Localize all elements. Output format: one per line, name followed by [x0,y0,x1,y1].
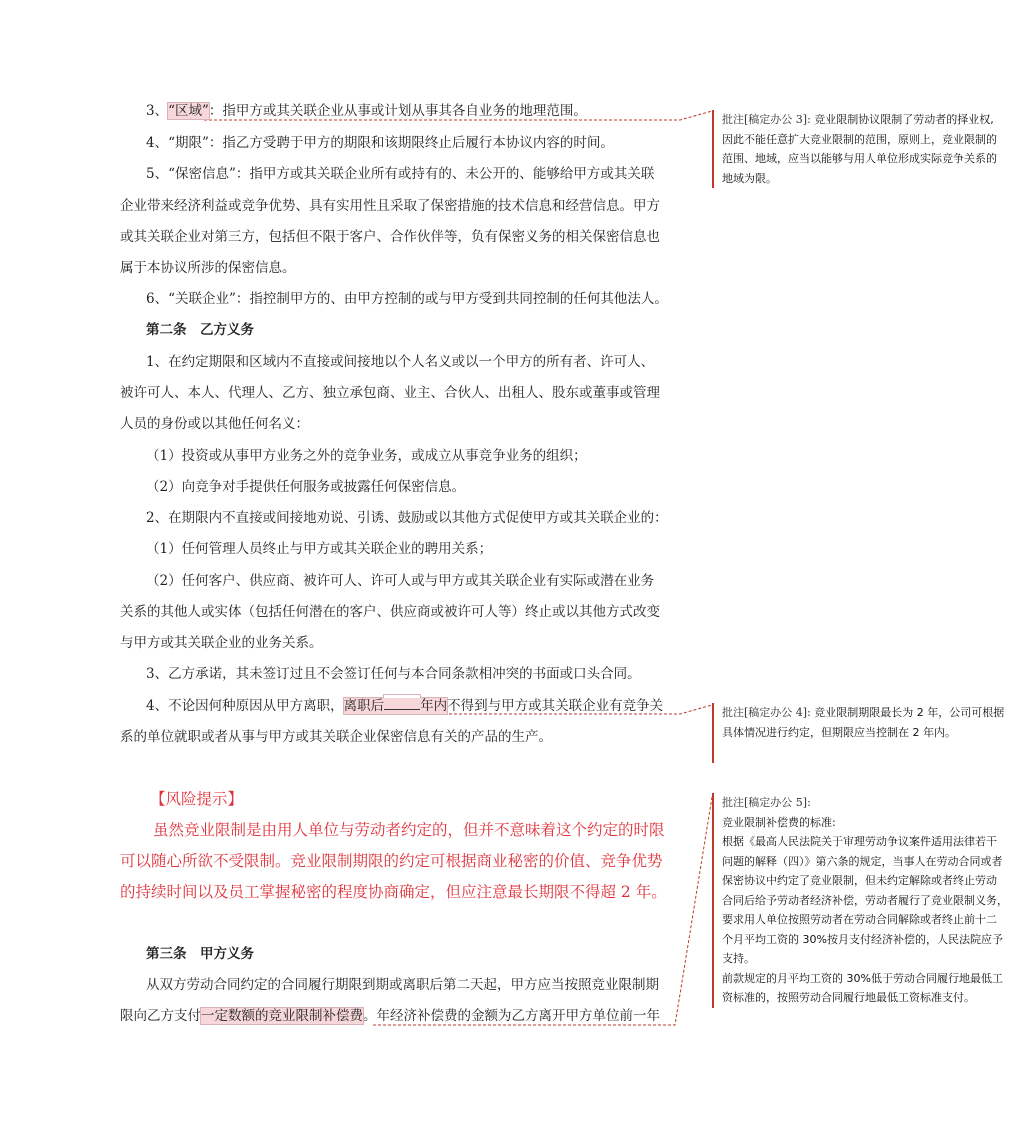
clause-4-line1 [146,695,663,716]
clause-2-sub2-line2: 关系的其他人或实体（包括任何潜在的客户、供应商或被许可人等）终止或以其他方式改变 [120,604,660,620]
def-item-5-line2: 企业带来经济利益或竞争优势、具有实用性且采取了保密措施的技术信息和经营信息。甲方 [120,198,660,214]
clause-1-line3: 人员的身份或以其他任何名义： [120,416,309,432]
risk-line3: 的持续时间以及员工掌握秘密的程度协商确定，但应注意最长期限不得超 2 年。 [120,883,667,901]
comment-5-line5: 合同后给予劳动者经济补偿，劳动者履行了竞业限制义务， [722,893,1008,907]
def-3-number: 3、 [146,103,169,119]
article-3-line1: 从双方劳动合同约定的合同履行期限到期或离职后第二天起，甲方应当按照竞业限制期 [146,977,659,993]
term-highlight[interactable] [344,698,448,714]
term-within-years: 年内 [420,698,448,714]
def-item-6: 6、“关联企业”：指控制甲方的、由甲方控制的或与甲方受到共同控制的任何其他法人。 [146,291,668,307]
region-highlight[interactable]: “区域” [168,103,209,119]
risk-line2: 可以随心所欲不受限制。竞业限制期限的约定可根据商业秘密的价值、竞争优势 [120,852,663,870]
comment-4[interactable] [712,703,1004,763]
def-item-5-line1: 5、“保密信息”：指甲方或其关联企业所有或持有的、未公开的、能够给甲方或其关联 [146,166,655,182]
comment-3-line2: 因此不能任意扩大竞业限制的范围，原则上，竞业限制的 [722,132,997,146]
clause-3: 3、乙方承诺，其未签订过且不会签订任何与本合同条款相冲突的书面或口头合同。 [146,666,641,682]
comment-5-line8: 支持。 [722,952,755,965]
comment-5-line2: 根据《最高人民法院关于审理劳动争议案件适用法律若干 [722,835,997,848]
years-blank[interactable] [384,695,420,710]
comment-5-line9: 前款规定的月平均工资的 30%低于劳动合同履行地最低工 [722,971,1003,985]
comment-3[interactable] [712,110,997,188]
comment-5-line1: 竞业限制补偿费的标准: [722,815,836,829]
article-2-heading: 第二条 乙方义务 [146,322,254,338]
compensation-highlight[interactable]: 一定数额的竞业限制补偿费 [201,1008,363,1024]
comment-3-line1 [722,110,997,130]
def-item-4: 4、“期限”：指乙方受聘于甲方的期限和该期限终止后履行本协议内容的时间。 [146,135,614,151]
article-3-heading: 第三条 甲方义务 [146,946,254,962]
comment-3-line4: 地域为限。 [722,171,777,185]
comment-3-tag: 批注[稿定办公 3]: [722,113,811,126]
clause-2-sub2-line1: （2）任何客户、供应商、被许可人、许可人或与甲方或其关联企业有实际或潜在业务 [146,573,655,589]
comment-5-tag: 批注[稿定办公 5]: [722,796,811,809]
comment-4-tag: 批注[稿定办公 4]: [722,706,811,719]
def-item-5-line4: 属于本协议所涉的保密信息。 [120,260,296,276]
comment-5[interactable] [712,793,1008,1008]
clause-4-line2: 系的单位就职或者从事与甲方或其关联企业保密信息有关的产品的生产。 [120,729,552,745]
term-after-leaving: 离职后 [343,698,385,714]
comment-3-line3: 范围、地域，应当以能够与用人单位形成实际竞争关系的 [722,152,997,165]
clause-4-prefix: 4、不论因何种原因从甲方离职， [146,698,344,714]
risk-line1: 虽然竞业限制是由用人单位与劳动者约定的，但并不意味着这个约定的时限 [153,821,665,839]
comment-4-line1 [722,703,1004,723]
clause-2-sub1: （1）任何管理人员终止与甲方或其关联企业的聘用关系； [146,541,493,557]
def-item-3 [146,101,587,121]
def-item-5-line3: 或其关联企业对第三方，包括但不限于客户、合作伙伴等，负有保密义务的相关保密信息也 [120,229,660,245]
comment-4-text: 竞业限制期限最长为 2 年，公司可根据 [814,706,1005,719]
clause-2-sub2-line3: 与甲方或其关联企业的业务关系。 [120,635,323,651]
def-3-text: ：指甲方或其关联企业从事或计划从事其各自业务的地理范围。 [208,103,587,119]
comment-4-line2: 具体情况进行约定，但期限应当控制在 2 年内。 [722,725,956,739]
clause-1-sub1: （1）投资或从事甲方业务之外的竞争业务，或成立从事竞争业务的组织； [146,448,587,464]
comment-5-line6: 要求用人单位按照劳动者在劳动合同解除或者终止前十二 [722,913,997,926]
clause-1-line2: 被许可人、本人、代理人、乙方、独立承包商、业主、合伙人、出租人、股东或董事或管理 [120,385,660,401]
article-3-suffix: 。年经济补偿费的金额为乙方离开甲方单位前一年 [363,1008,660,1024]
clause-2: 2、在期限内不直接或间接地劝说、引诱、鼓励或以其他方式促使甲方或其关联企业的： [146,510,668,526]
comment-5-line7: 个月平均工资的 30%按月支付经济补偿的，人民法院应予 [722,932,1003,946]
comment-5-line4: 保密协议中约定了竞业限制，但未约定解除或者终止劳动 [722,874,997,887]
article-3-line2 [120,1006,660,1026]
clause-1-line1: 1、在约定期限和区域内不直接或间接地以个人名义或以一个甲方的所有者、许可人、 [146,354,655,370]
article-3-prefix: 限向乙方支付 [120,1008,201,1024]
comment-3-text: 竞业限制协议限制了劳动者的择业权, [814,113,994,126]
clause-1-sub2: （2）向竞争对手提供任何服务或披露任何保密信息。 [146,479,466,495]
comment-5-line10: 资标准的，按照劳动合同履行地最低工资标准支付。 [722,991,975,1004]
comment-5-line3: 问题的解释（四）》第六条的规定，当事人在劳动合同或者 [722,854,1003,868]
risk-title: 【风险提示】 [150,790,244,808]
clause-4-suffix: 不得到与甲方或其关联企业有竞争关 [447,698,664,714]
